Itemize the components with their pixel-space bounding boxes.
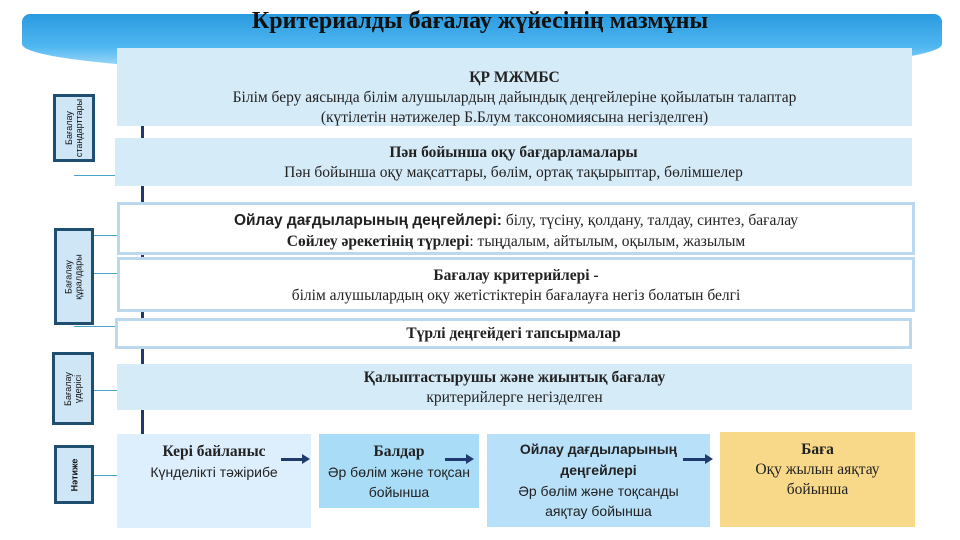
tasks-box <box>115 318 912 349</box>
standards-note: (күтілетін нәтижелер Б.Блум таксономиясына негізделген) <box>320 109 709 126</box>
criteria-title: Бағалау критерийлері - <box>433 267 599 284</box>
speech-label: Сөйлеу әрекетінің түрлері <box>286 233 470 250</box>
side-label-result: Нәтиже <box>54 445 94 504</box>
connector <box>74 326 118 327</box>
programs-text: Пән бойынша оқу мақсаттары, бөлім, ортақ тақырыптар, бөлімшелер <box>284 164 743 181</box>
standards-box <box>117 48 912 126</box>
result-feedback <box>117 434 311 528</box>
result-title: Ойлау дағдыларының деңгейлері <box>519 441 678 478</box>
tasks-text: Түрлі деңгейдегі тапсырмалар <box>406 325 621 342</box>
result-text: Оқу жылын аяқтау бойынша <box>755 461 880 498</box>
criteria-text: білім алушылардың оқу жетістіктерін бағалауға негіз болатын белгі <box>291 287 741 304</box>
result-points <box>319 434 479 508</box>
assessment-box <box>117 364 912 410</box>
arrow-right-icon <box>683 458 707 461</box>
criteria-box <box>117 257 915 312</box>
result-title: Кері байланыс <box>162 443 266 460</box>
thinking-label: Ойлау дағдыларының деңгейлері: <box>233 212 502 229</box>
result-text: Әр бөлім және тоқсан бойынша <box>327 464 471 500</box>
side-label-tools: Бағалау құралдары <box>54 228 94 325</box>
side-label-process: Бағалау үдерісі <box>52 352 94 425</box>
thinking-text: білу, түсіну, қолдану, талдау, синтез, бағалау <box>501 212 799 229</box>
standards-text: Білім беру аясында білім алушылардың дайындық деңгейлеріне қойылатын талаптар <box>232 89 797 106</box>
connector <box>93 390 117 391</box>
programs-title: Пән бойынша оқу бағдарламалары <box>389 144 638 161</box>
result-title: Баға <box>801 441 834 458</box>
connector <box>93 475 117 476</box>
result-title: Балдар <box>373 443 425 460</box>
connector <box>93 273 117 274</box>
connector <box>74 175 118 176</box>
page-title: Критериалды бағалау жүйесінің мазмұны <box>251 8 709 34</box>
programs-box <box>115 138 912 186</box>
result-text: Күнделікті тәжірибе <box>150 464 278 480</box>
standards-title: ҚР МЖМБС <box>469 69 560 86</box>
assessment-title: Қалыптастырушы және жиынтық бағалау <box>363 369 666 386</box>
side-label-standards: Бағалау стандарттары <box>53 94 95 162</box>
skills-box <box>117 202 915 255</box>
arrow-right-icon <box>281 458 304 461</box>
arrow-right-icon <box>445 458 468 461</box>
result-grade <box>720 432 915 527</box>
result-thinking-levels <box>487 434 710 527</box>
assessment-text: критерийлерге негізделген <box>426 389 603 406</box>
speech-text: : тыңдалым, айтылым, оқылым, жазылым <box>469 233 746 250</box>
connector <box>93 235 117 236</box>
result-text: Әр бөлім және тоқсанды аяқтау бойынша <box>518 483 679 519</box>
